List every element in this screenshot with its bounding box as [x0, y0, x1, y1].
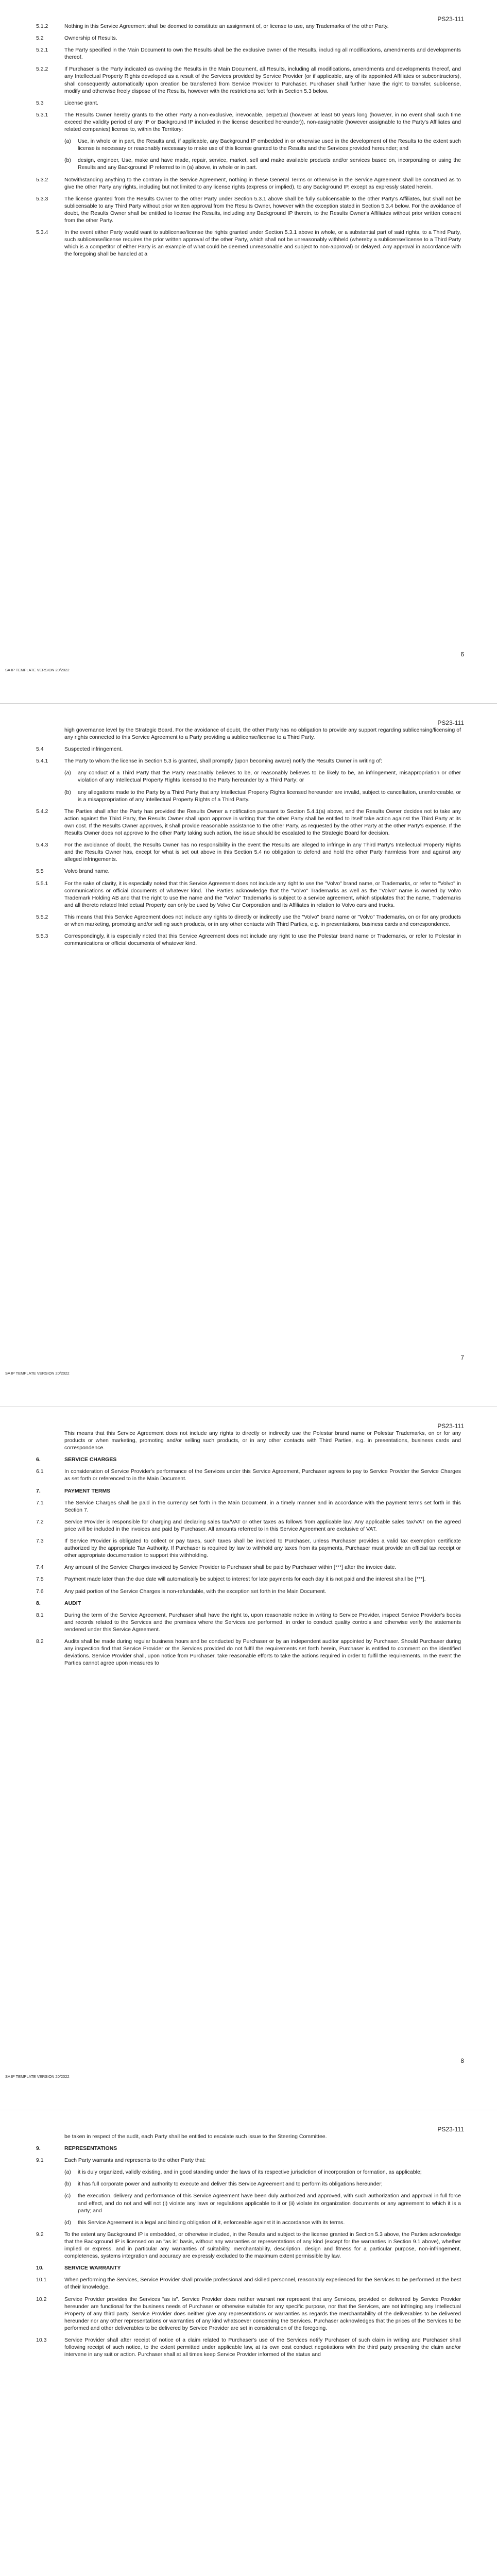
- sub-clause-text: this Service Agreement is a legal and binding obligation of it, enforceable against it in accordance with its terms.: [78, 2219, 345, 2226]
- clause-text: This means that this Service Agreement does not include any rights to directly or indirectly use the Polestar brand name or Polestar Trademarks, on or for any products or when marketing, promoting and/or selling such products, or in any other contacts with Third Parties, e.g. in presentations, business cards and correspondence.: [64, 1430, 461, 1451]
- clause: [36, 2157, 461, 2164]
- clause: [36, 1499, 461, 1514]
- page-number: 6: [460, 651, 464, 658]
- page-body: [36, 1430, 461, 1671]
- clause: [36, 99, 461, 107]
- page: [0, 703, 497, 1406]
- clause-text: Service Provider is responsible for charging and declaring sales tax/VAT or other taxes as follows from applicable law. Any applicable sales tax/VAT on the agreed price will be included in the invoices and paid by Purchaser. All amounts referred to in this Service Agreement are exclusive of VAT.: [64, 1518, 461, 1532]
- clause-text: Notwithstanding anything to the contrary in the Service Agreement, nothing in these General Terms or otherwise in the Service Agreement shall be construed as to give the other Party any rights, including but not limited to any license rights (express or implied), to any Background IP, except as expressly stated herein.: [64, 176, 461, 190]
- clause-number: 5.3: [36, 99, 44, 106]
- sub-clause-text: design, engineer, Use, make and have made, repair, service, market, sell and make available products and/or services based on, incorporating or using the Results and any Background IP referred to in (a) above, in whole or in part.: [78, 157, 461, 171]
- sub-clause-label: (a): [64, 138, 71, 145]
- clause-text: Each Party warrants and represents to the other Party that:: [64, 2157, 206, 2164]
- clause-number: 8.: [36, 1600, 41, 1606]
- clause-number: 10.3: [36, 2336, 47, 2343]
- clause-number: 5.3.3: [36, 195, 48, 202]
- page-number: 7: [460, 1354, 464, 1361]
- page-number: 8: [460, 2057, 464, 2064]
- clause-text: License grant.: [64, 99, 98, 106]
- clause-number: [36, 726, 64, 741]
- clause-text: The Service Charges shall be paid in the currency set forth in the Main Document, in a timely manner and in accordance with the payment terms set forth in this Section 7.: [64, 1499, 461, 1513]
- clause: [36, 1537, 461, 1559]
- sub-clause: [64, 2192, 461, 2214]
- sub-clause: [64, 2219, 461, 2226]
- sub-clause-text: it has full corporate power and authority to execute and deliver this Service Agreement and to perform its obligations hereunder;: [78, 2181, 383, 2188]
- sub-clause-text: it is duly organized, validly existing, and in good standing under the laws of its respective jurisdiction of incorporation or formation, as applicable;: [78, 2169, 422, 2176]
- clause: [36, 35, 461, 42]
- clause-number: 7.2: [36, 1518, 44, 1525]
- clause-text: Any paid portion of the Service Charges is non-refundable, with the exception set forth in the Main Document.: [64, 1588, 327, 1595]
- clause: [36, 745, 461, 753]
- clause-number: 8.2: [36, 1638, 44, 1645]
- clause-text: The license granted from the Results Owner to the other Party under Section 5.3.1 above shall be fully sublicensable to the other Party's Affiliates, but shall not be sublicensable to any Third Party without prior written approval from the Results Owner, however with the exception stated in Section 5.3.4 below. For the avoidance of doubt, the Results Owner shall be entitled to license the Results, including any Background IP therein, to the Results Owner's Affiliates without prior written consent from the other Party.: [64, 195, 461, 224]
- clause-number: 8.1: [36, 1612, 44, 1618]
- sub-clause-label: (b): [64, 789, 71, 795]
- clause: [36, 111, 461, 133]
- clause-number: 7.1: [36, 1499, 44, 1506]
- clause-text: Correspondingly, it is especially noted that this Service Agreement does not include any right to use the Polestar brand name or Trademarks, or refer to Polestar in communications or official documents of whatever kind.: [64, 933, 461, 947]
- page-body: [36, 23, 461, 262]
- sub-clause-label: (a): [64, 770, 71, 776]
- sub-clause-label: (c): [64, 2193, 71, 2199]
- sub-clause-label: (b): [64, 2181, 71, 2188]
- section-heading-text: REPRESENTATIONS: [64, 2145, 117, 2152]
- clause-text: During the term of the Service Agreement, Purchaser shall have the right to, upon reasonable notice in writing to Service Provider, inspect Service Provider's books and records related to the Services and the premises where the Services are performed, in order to conduct quality controls and otherwise verify the statements rendered under this Service Agreement.: [64, 1612, 461, 1633]
- clause: [36, 913, 461, 928]
- page-body: [36, 2133, 461, 2363]
- clause-number: 7.5: [36, 1576, 44, 1583]
- page-body: [36, 726, 461, 952]
- clause-number: 5.2.2: [36, 66, 48, 73]
- template-footer: SA IP TEMPLATE VERSION 20/2022: [5, 668, 70, 672]
- clause: [36, 1638, 461, 1667]
- clause: [36, 2276, 461, 2291]
- clause-text: Ownership of Results.: [64, 35, 117, 42]
- page: [0, 2110, 497, 2576]
- document-reference: PS23-111: [437, 719, 464, 726]
- clause: [36, 2231, 461, 2260]
- section-heading-text: PAYMENT TERMS: [64, 1487, 111, 1494]
- clause-number: 7.6: [36, 1588, 44, 1595]
- sub-clause-text: any conduct of a Third Party that the Party reasonably believes to be, or reasonably believes to be likely to be, an infringement, misappropriation or other violation of any Intellectual Property Rights licensed to the Party hereunder by a Third Party; or: [78, 770, 461, 784]
- clause-number: 5.5.2: [36, 913, 48, 920]
- clause-text: Audits shall be made during regular business hours and be conducted by Purchaser or by an independent auditor appointed by Purchaser. Should Purchaser during any inspection find that Service Provider or the Services provided do not fulfil the requirements set forth herein, Purchaser is entitled to comment on the identified deviations. Service Provider shall, upon notice from Purchaser, take reasonable efforts to take the actions required in order to fulfil the requirements. In the event the Parties cannot agree upon measures to: [64, 1638, 461, 1667]
- section-heading-text: AUDIT: [64, 1600, 81, 1606]
- clause-text: The Party to whom the license in Section 5.3 is granted, shall promptly (upon becoming aware) notify the Results Owner in writing of:: [64, 758, 382, 765]
- clause-number: 7.4: [36, 1564, 44, 1571]
- sub-clause-label: (a): [64, 2169, 71, 2176]
- sub-clause: [64, 789, 461, 803]
- clause-number: 5.4.1: [36, 758, 48, 765]
- clause-number: 5.4.3: [36, 842, 48, 849]
- clause-text: Suspected infringement.: [64, 746, 123, 753]
- clause: [36, 1430, 461, 1451]
- clause-number: 5.2.1: [36, 47, 48, 54]
- sub-clause: [64, 2168, 461, 2176]
- clause-text: Any amount of the Service Charges invoiced by Service Provider to Purchaser shall be paid by Purchaser within [***] after the invoice date.: [64, 1564, 397, 1571]
- sub-clause: [64, 138, 461, 152]
- sub-clause-text: Use, in whole or in part, the Results and, if applicable, any Background IP embedded in or otherwise used in the development of the Results to the extent such license is necessary or reasonably necessary to make use of this license granted to the Results and the Services provided hereunder; and: [78, 138, 461, 152]
- section-heading-text: SERVICE WARRANTY: [64, 2265, 121, 2272]
- clause: [36, 65, 461, 94]
- clause-number: [36, 2133, 64, 2140]
- clause-text: For the avoidance of doubt, the Results Owner has no responsibility in the event the Results are alleged to infringe in any Third Party's Intellectual Property Rights and the Results Owner has, except for what is set out above in this Section 5.4 no obligation to defend and hold the other Party harmless from and against any alleged infringements.: [64, 842, 461, 863]
- clause-number: 9.2: [36, 2231, 44, 2238]
- template-footer: SA IP TEMPLATE VERSION 20/2022: [5, 1371, 70, 1376]
- clause-text: The Parties shall after the Party has provided the Results Owner a notification pursuant to Section 5.4.1(a) above, and the Results Owner decides not to take any action against the Third Party, the Results Owner shall upon approve in writing that the other Party shall be entitled to itself take action against the Third Party at its own cost. If the Results Owner approves, it shall provide reasonable assistance to the other Party, as requested by the other Party at the other Party's expense. If the Results Owner does not approve to the other Party taking such action, the issue should be escalated to the Strategic Board for decision.: [64, 808, 461, 837]
- clause-text: Service Provider provides the Services "as is". Service Provider does neither warrant nor represent that any Services, provided or delivered by Service Provider hereunder are functional for the business needs of Purchaser or otherwise suitable for any specific purpose, nor that the Services, are not infringing any Intellectual Property of any third party. Service Provider does neither give any representations or warranties as regards the merchantability of the deliverables to be delivered hereunder nor any other representations or warranties of any kind whatsoever concerning the Services. Purchaser acknowledges that the prices of the Services to be performed and other deliverables to be delivered by Service Provider are set in consideration of the foregoing.: [64, 2296, 461, 2331]
- clause: [36, 808, 461, 837]
- clause-number: 5.3.4: [36, 229, 48, 236]
- clause-text: For the sake of clarity, it is especially noted that this Service Agreement does not include any right to use the "Volvo" brand name, or Trademarks, or refer to "Volvo" in communications or official documents of whatever kind. The Parties acknowledge that the "Volvo" Trademarks as well as the "Volvo" name is owned by Volvo Trademark Holding AB and that the right to use the name and the "Volvo" Trademarks is subject to a service agreement, which stipulates that the name, Trademarks and all thereto related Intellectual Property can only be used by Volvo Car Corporation and its Affiliates in relation to Volvo cars and trucks.: [64, 880, 461, 908]
- clause-number: 5.1.2: [36, 23, 48, 29]
- clause-number: 5.5.1: [36, 880, 48, 887]
- clause: [36, 2336, 461, 2358]
- clause-number: 5.3.2: [36, 176, 48, 183]
- clause: [36, 880, 461, 909]
- document-reference: PS23-111: [437, 1422, 464, 1430]
- clause: [36, 176, 461, 191]
- sub-clause: [64, 157, 461, 171]
- document-reference: PS23-111: [437, 2126, 464, 2133]
- clause: [36, 2296, 461, 2332]
- sub-clause-text: the execution, delivery and performance of this Service Agreement have been duly authorized and approved, with such authorization and approval in full force and effect, and do not and will not (i) violate any laws or regulations applicable to it or (ii) violate its organization documents or any agreement to which it is a party; and: [78, 2193, 461, 2214]
- clause-text: If Service Provider is obligated to collect or pay taxes, such taxes shall be invoiced to Purchaser, unless Purchaser provides a valid tax exemption certificate authorized by the appropriate Tax Authority. If Purchaser is required by law to withhold any taxes from its payments, Purchaser must provide an official tax receipt or other appropriate documentation to support this withholding.: [64, 1538, 461, 1559]
- clause-number: 6.: [36, 1456, 41, 1463]
- clause-number: [36, 1430, 64, 1451]
- page: [0, 1406, 497, 2110]
- clause: [36, 1564, 461, 1571]
- clause-text: Service Provider shall after receipt of notice of a claim related to Purchaser's use of the Services notify Purchaser of such claim in writing and Purchaser shall following receipt of such notice, to the extent permitted under applicable law, at its own cost conduct negotiations with the third party presenting the claim and/or intervene in any suit or action. Purchaser shall at all times keep Service Provider informed of the status and: [64, 2336, 461, 2358]
- clause-text: The Results Owner hereby grants to the other Party a non-exclusive, irrevocable, perpetual (however at least 50 years long (however, in no event shall such time exceed the validity period of any IP or Background IP included in the license described hereunder)), non-assignable (however assignable to the Party's Affiliates and related companies) license to, within the Territory:: [64, 111, 461, 133]
- clause: [36, 868, 461, 875]
- section-heading: [36, 1487, 461, 1495]
- clause: [36, 229, 461, 258]
- clause-number: 7.3: [36, 1538, 44, 1545]
- clause-number: 5.5.3: [36, 933, 48, 940]
- clause-text: When performing the Services, Service Provider shall provide professional and skilled personnel, reasonably experienced for the Services to be performed at the best of their knowledge.: [64, 2277, 461, 2291]
- clause: [36, 757, 461, 765]
- clause-number: 5.4: [36, 746, 44, 753]
- document-reference: PS23-111: [437, 15, 464, 23]
- section-heading: [36, 1600, 461, 1607]
- clause-number: 7.: [36, 1487, 41, 1494]
- clause-number: 10.: [36, 2265, 44, 2272]
- clause-number: 5.5: [36, 868, 44, 875]
- section-heading: [36, 1456, 461, 1463]
- clause-text: In consideration of Service Provider's performance of the Services under this Service Agreement, Purchaser agrees to pay to Service Provider the Service Charges as set forth or referenced to in the Main Document.: [64, 1468, 461, 1482]
- clause-number: 6.1: [36, 1468, 44, 1475]
- sub-clause-label: (d): [64, 2219, 71, 2226]
- section-heading: [36, 2264, 461, 2272]
- clause-text: Payment made later than the due date will automatically be subject to interest for late payments for each day it is not paid and the interest shall be [***].: [64, 1576, 426, 1583]
- clause: [36, 46, 461, 61]
- clause-number: 5.4.2: [36, 808, 48, 815]
- clause-number: 5.2: [36, 35, 44, 42]
- clause-number: 9.1: [36, 2157, 44, 2164]
- sub-clause: [64, 769, 461, 784]
- clause-text: high governance level by the Strategic Board. For the avoidance of doubt, the other Party has no obligation to provide any support regarding sublicensing/licensing of any rights connected to this Service Agreement to a Party providing a sublicense/license to a Third Party.: [64, 727, 461, 741]
- clause: [36, 1612, 461, 1633]
- clause-text: In the event either Party would want to sublicense/license the rights granted under Section 5.3.1 above in whole, or a substantial part of said rights, to a Third Party, such sublicense/license requires the prior written approval of the other Party, which shall not be unreasonably withheld (whereby a sublicense/license to a Third Party which is a competitor of either Party is an example of what could be deemed unreasonable and subject to non-approval) or delayed. Any approval in accordance with the foregoing shall be handled at a: [64, 229, 461, 258]
- sub-clause-label: (b): [64, 157, 71, 164]
- clause: [36, 1588, 461, 1595]
- clause-text: The Party specified in the Main Document to own the Results shall be the exclusive owner of the Results, including all modifications, amendments and developments thereof.: [64, 47, 461, 61]
- clause: [36, 195, 461, 224]
- clause-text: To the extent any Background IP is embedded, or otherwise included, in the Results and subject to the license granted in Section 5.3 above, the Parties acknowledge that the Background IP is licensed on an "as is" basis, without any warranties or representations of any kind (except for the warranties in Section 9.1 above), whether implied or express, and in particular any warranties of suitability, merchantability, description, design and fitness for a particular purpose, non-infringement, completeness, systems integration and accuracy are expressly excluded to the maximum extent permissible by law.: [64, 2231, 461, 2260]
- clause: [36, 933, 461, 947]
- section-heading: [36, 2145, 461, 2152]
- clause-number: 10.2: [36, 2296, 47, 2302]
- clause-number: 5.3.1: [36, 111, 48, 118]
- clause-text: If Purchaser is the Party indicated as owning the Results in the Main Document, all Results, including all modifications, amendments and developments thereof, and any Intellectual Property Rights developed as a result of the Services provided by Service Provider (or if applicable, any of its appointed Affiliates or subcontractors), shall consequently automatically upon creation be transferred from Service Provider to Purchaser. Purchaser shall further have the right to transfer, sublicense, modify and otherwise freely dispose of the Results, however with the restrictions set forth in Section 5.3 below.: [64, 66, 461, 94]
- template-footer: SA IP TEMPLATE VERSION 20/2022: [5, 2074, 70, 2079]
- clause-text: Nothing in this Service Agreement shall be deemed to constitute an assignment of, or license to use, any Trademarks of the other Party.: [64, 23, 389, 29]
- section-heading-text: SERVICE CHARGES: [64, 1456, 117, 1463]
- clause: [36, 1468, 461, 1482]
- clause-text: Volvo brand name.: [64, 868, 110, 875]
- clause: [36, 2133, 461, 2140]
- clause: [36, 1518, 461, 1533]
- page: [0, 0, 497, 703]
- clause-text: be taken in respect of the audit, each Party shall be entitled to escalate such issue to the Steering Committee.: [64, 2133, 327, 2140]
- clause: [36, 23, 461, 30]
- clause: [36, 726, 461, 741]
- clause-text: This means that this Service Agreement does not include any rights to directly or indirectly use the "Volvo" brand name or "Volvo" Trademarks, on or for any products or when marketing, promoting and/or selling such products, or in any other contacts with Third Parties, e.g. in presentations, business cards and correspondence.: [64, 913, 461, 927]
- clause-number: 10.1: [36, 2277, 47, 2283]
- sub-clause: [64, 2180, 461, 2188]
- clause: [36, 1575, 461, 1583]
- sub-clause-text: any allegations made to the Party by a Third Party that any Intellectual Property Rights licensed hereunder are invalid, subject to cancellation, unenforceable, or is a misappropriation of any Intellectual Property Rights of a Third Party.: [78, 789, 461, 803]
- clause: [36, 841, 461, 863]
- clause-number: 9.: [36, 2145, 41, 2152]
